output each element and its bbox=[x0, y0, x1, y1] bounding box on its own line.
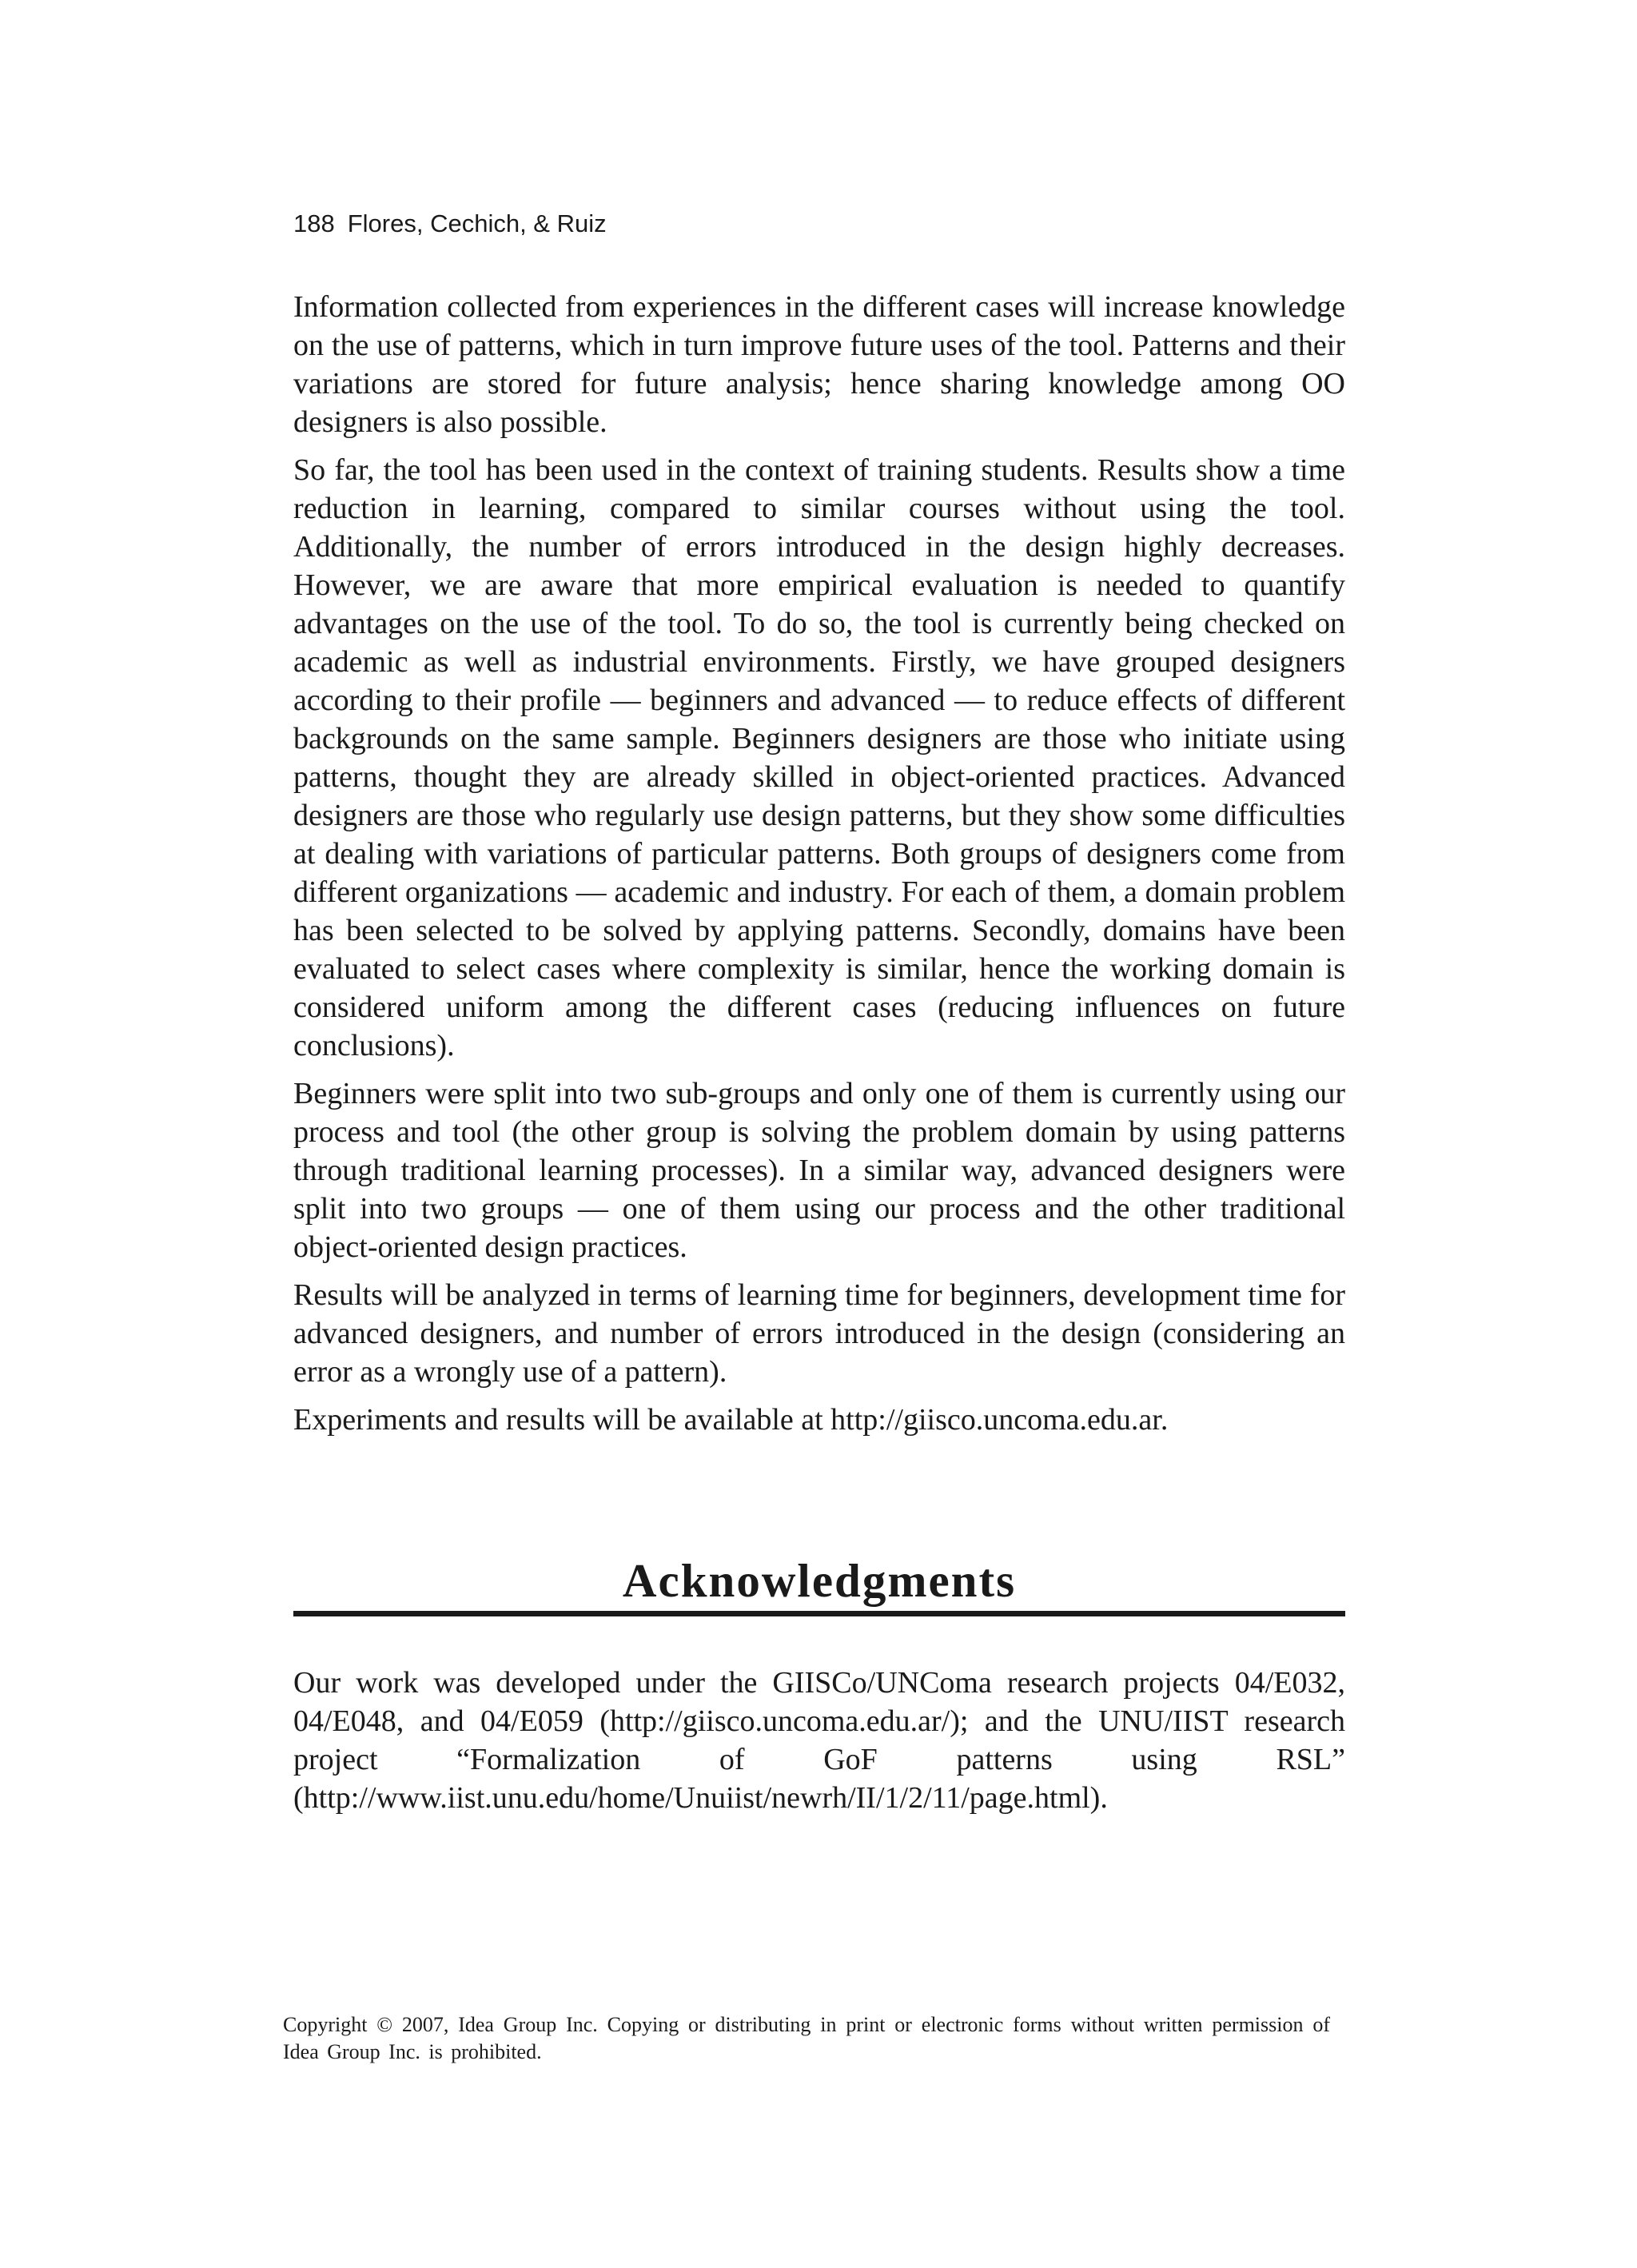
acknowledgments-heading: Acknowledgments bbox=[622, 1554, 1017, 1607]
paragraph-4: Results will be analyzed in terms of learning time for beginners, development time for advanced designers, and number of errors introduced in the design (considering an error as a wrongly use of a pattern). bbox=[293, 1278, 1345, 1389]
acknowledgments-paragraph: Our work was developed under the GIISCo/UNComa research projects 04/E032, 04/E048, and 04/E059 (http://giisco.uncoma.edu.ar/); and the UNU/IIST research project “Formalization of GoF patterns using RSL” (http://www.iist.unu.edu/home/Unuiist/newrh/II/1/2/11/page.html). bbox=[293, 1666, 1345, 1815]
running-head-authors: Flores, Cechich, & Ruiz bbox=[347, 209, 607, 237]
paragraph-3: Beginners were split into two sub-groups and only one of them is currently using our process and tool (the other group is solving the problem domain by using patterns through traditional learning processes). In a similar way, advanced designers were split into two groups — one of them using our process and the other traditional object-oriented design practices. bbox=[293, 1077, 1345, 1264]
acknowledgments-text bbox=[293, 1664, 1345, 1817]
paragraph-1: Information collected from experiences in the different cases will increase knowledge on the use of patterns, which in turn improve future uses of the tool. Patterns and their variations are stored for future analysis; hence sharing knowledge among OO designers is also possible. bbox=[293, 290, 1345, 439]
copyright-notice: Copyright © 2007, Idea Group Inc. Copying or distributing in print or electronic forms without written permission of Idea Group Inc. is prohibited. bbox=[283, 2013, 1330, 2063]
page-number: 188 bbox=[293, 209, 335, 237]
paragraph-5: Experiments and results will be available at http://giisco.uncoma.edu.ar. bbox=[293, 1403, 1169, 1437]
running-head bbox=[293, 209, 607, 238]
heading-rule bbox=[293, 1611, 1345, 1616]
body-text bbox=[293, 288, 1345, 1449]
paragraph-2: So far, the tool has been used in the context of training students. Results show a time reduction in learning, compared to similar courses without using the tool. Additionally, the number of errors introduced in the design highly decreases. However, we are aware that more empirical evaluation is needed to quantify advantages on the use of the tool. To do so, the tool is currently being checked on academic as well as industrial environments. Firstly, we have grouped designers according to their profile — beginners and advanced — to reduce effects of different backgrounds on the same sample. Beginners designers are those who initiate using patterns, thought they are already skilled in object-oriented practices. Advanced designers are those who regularly use design patterns, but they show some difficulties at dealing with variations of particular patterns. Both groups of designers come from different organizations — academic and industry. For each of them, a domain problem has been selected to be solved by applying patterns. Secondly, domains have been evaluated to select cases where complexity is similar, hence the working domain is considered uniform among the different cases (reducing influences on future conclusions). bbox=[293, 453, 1345, 1062]
